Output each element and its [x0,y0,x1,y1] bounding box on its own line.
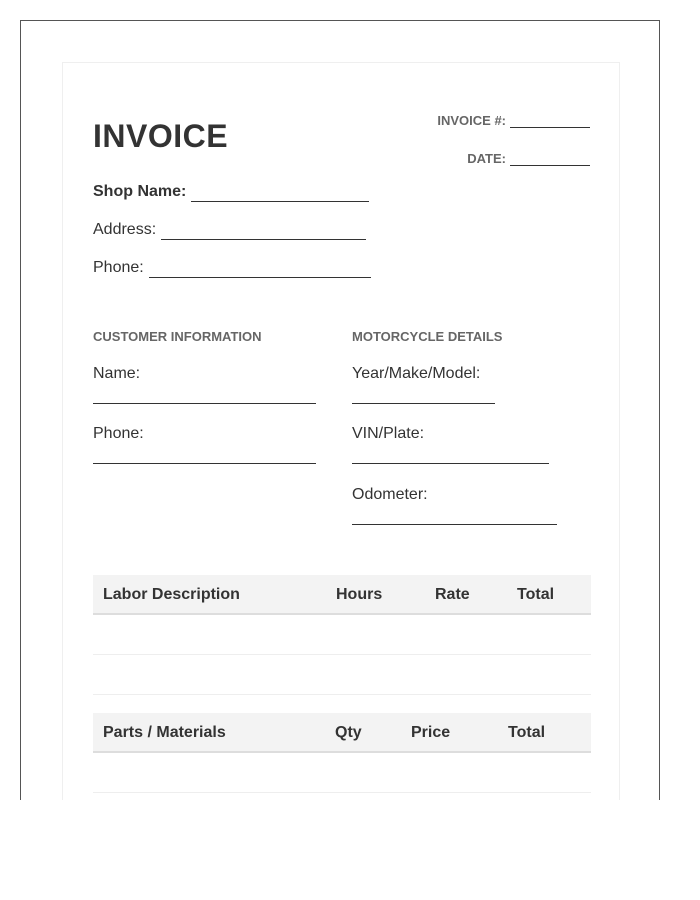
customer-name-blank[interactable] [93,403,316,404]
invoice-number-field [437,113,590,128]
labor-rate-header: Rate [435,586,470,603]
motorcycle-details-heading: MOTORCYCLE DETAILS [352,329,503,344]
labor-total-header: Total [517,586,555,603]
odometer-label: Odometer: [352,486,428,503]
invoice-number-label: INVOICE #: [437,113,506,128]
invoice-sheet [62,62,620,800]
customer-phone-blank[interactable] [93,463,316,464]
table-row[interactable] [93,615,591,655]
parts-qty-header: Qty [335,724,362,741]
address-label: Address: [93,221,157,238]
shop-phone-field [93,258,371,278]
customer-phone-label: Phone: [93,425,144,442]
parts-materials-header: Parts / Materials [103,724,226,741]
year-make-model-label: Year/Make/Model: [352,365,481,382]
parts-table [93,713,591,800]
shop-name-field [93,182,369,202]
customer-name-label: Name: [93,365,141,382]
parts-total-header: Total [508,724,546,741]
labor-table-header [93,575,591,615]
table-row[interactable] [93,655,591,695]
shop-phone-blank[interactable] [149,261,371,278]
parts-table-header [93,713,591,753]
vin-plate-label: VIN/Plate: [352,425,425,442]
parts-price-header: Price [411,724,451,741]
date-label: DATE: [467,151,506,166]
shop-phone-label: Phone: [93,259,144,276]
date-blank[interactable] [510,153,590,166]
date-field [467,151,590,166]
address-field [93,220,366,240]
table-row[interactable] [93,793,591,800]
shop-name-blank[interactable] [191,185,369,202]
invoice-number-blank[interactable] [510,115,590,128]
customer-info-heading: CUSTOMER INFORMATION [93,329,262,344]
labor-table [93,575,591,695]
year-make-model-blank[interactable] [352,403,495,404]
odometer-blank[interactable] [352,524,557,525]
labor-description-header: Labor Description [103,586,240,603]
shop-name-label: Shop Name: [93,183,187,200]
invoice-title: INVOICE [93,118,229,154]
address-blank[interactable] [161,223,366,240]
document-viewport [20,20,660,800]
table-row[interactable] [93,753,591,793]
vin-plate-blank[interactable] [352,463,549,464]
labor-hours-header: Hours [336,586,383,603]
